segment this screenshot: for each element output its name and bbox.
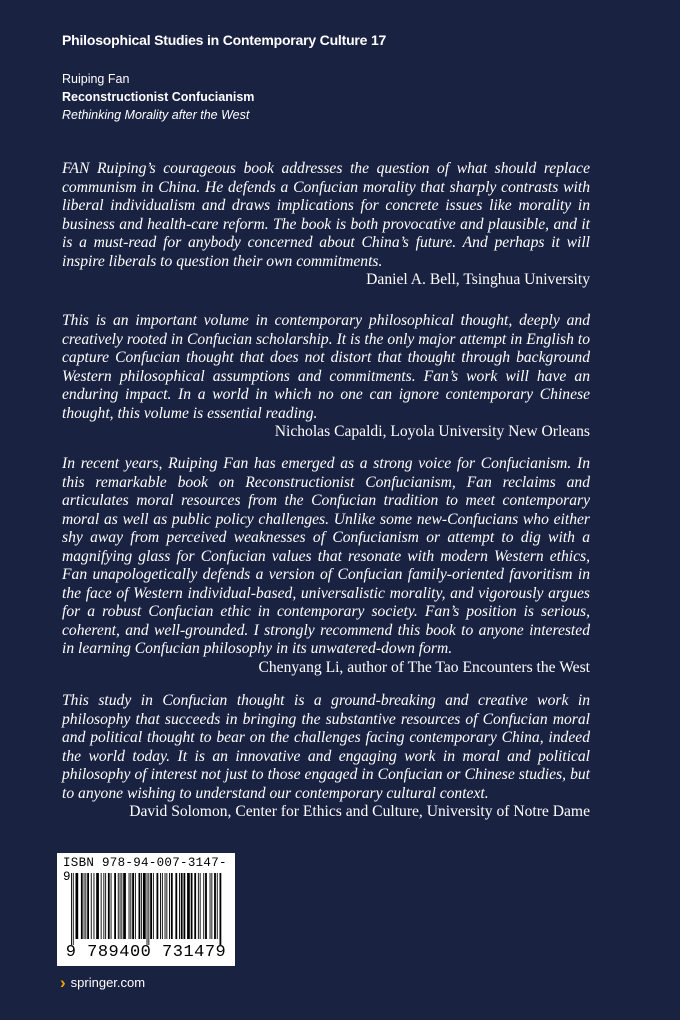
isbn-barcode-box [57,853,235,966]
review-text: This study in Confucian thought is a ground-breaking and creative work in philosophy that succeeds in bringing the substantive resources of Confucian moral and political thought to bear on the challenges facing contemporary China, indeed the world today. It is an innovative and engaging work in moral and political philosophy of interest not just to those engaged in Confucian or Chinese studies, but to anyone wishing to understand our contemporary cultural context. [62,692,590,802]
author-name: Ruiping Fan [62,72,130,86]
book-info [62,70,254,124]
book-subtitle: Rethinking Morality after the West [62,108,250,122]
book-title: Reconstructionist Confucianism [62,90,255,104]
chevron-right-icon: › [60,973,66,992]
review-attribution: Chenyang Li, author of The Tao Encounters the West [258,658,590,676]
series-title: Philosophical Studies in Contemporary Culture 17 [62,32,387,48]
review-text: FAN Ruiping’s courageous book addresses the question of what should replace communism in China. He defends a Confucian morality that sharply contrasts with liberal individualism and draws implications for concrete issues like morality in business and health-care reform. The book is both provocative and plausible, and it is a must-read for anybody concerned about China’s future. And perhaps it will inspire liberals to question their own commitments. [62,160,590,270]
review-3 [62,455,590,677]
ean-digits: 9 789400 731479 [65,943,227,962]
publisher-link[interactable] [60,975,145,990]
isbn-number: ISBN 978-94-007-3147-9 [63,856,227,884]
review-attribution: Nicholas Capaldi, Loyola University New Orleans [274,423,590,440]
review-attribution: Daniel A. Bell, Tsinghua University [366,271,590,288]
publisher-url: springer.com [70,975,146,990]
review-2 [62,312,590,442]
review-1 [62,160,590,290]
review-text: In recent years, Ruiping Fan has emerged as a strong voice for Confucianism. In this remarkable book on Reconstructionist Confucianism, Fan reclaims and articulates moral resources from the Confucian tradition to meet contemporary moral as well as public policy challenges. Unlike some new-Confucians who either shy away from perceived weaknesses of Confucianism or attempt to dig with a magnifying glass for Confucian values that resonate with modern Western ethics, Fan unapologetically defends a version of Confucian family-oriented favoritism in the face of Western individual-based, universalistic morality, and vigorously argues for a robust Confucian ethic in contemporary society. Fan’s position is serious, coherent, and well-grounded. I strongly recommend this book to anyone interested in learning Confucian philosophy in its unwatered-down form. [62,455,590,657]
review-text: This is an important volume in contemporary philosophical thought, deeply and creatively rooted in Confucian scholarship. It is the only major attempt in English to capture Confucian thought that does not distort that thought through background Western philosophical assumptions and commitments. Fan’s work will have an enduring impact. In a world in which no one can ignore contemporary Chinese thought, this volume is essential reading. [62,312,590,422]
review-attribution: David Solomon, Center for Ethics and Culture, University of Notre Dame [129,803,590,820]
barcode-image [69,873,225,945]
review-4 [62,692,590,822]
